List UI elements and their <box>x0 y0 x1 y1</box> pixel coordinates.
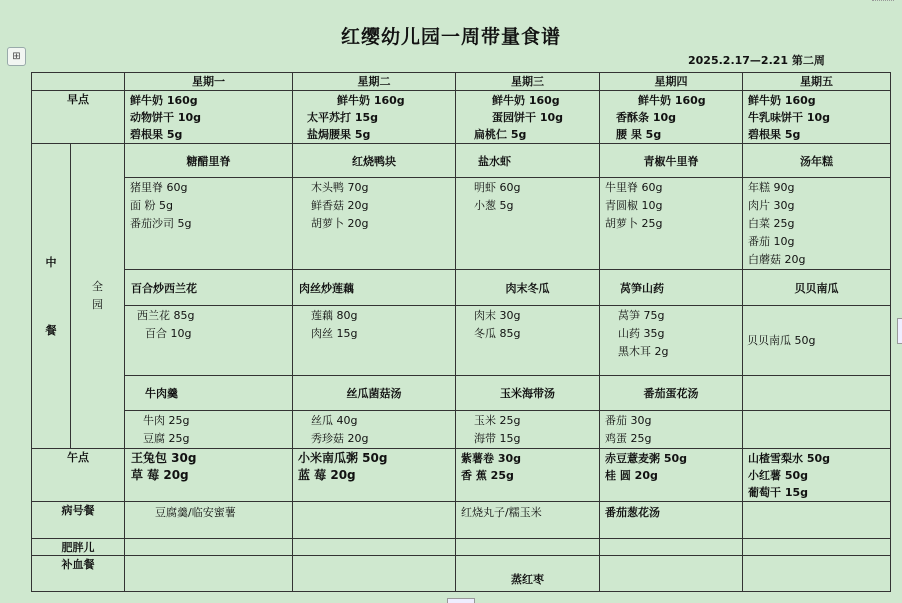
ingredient: 胡萝卜 25g <box>605 217 663 230</box>
dish-name: 牛肉羹 <box>125 376 293 411</box>
sick-meal-label: 病号餐 <box>32 502 125 539</box>
anemia-cell <box>125 556 293 592</box>
ingredient: 肉末 30g <box>474 309 521 322</box>
ingredients-cell <box>456 411 600 449</box>
snack-label: 午点 <box>32 449 125 502</box>
sick-meal-cell <box>293 502 456 539</box>
anemia-cell: 蒸红枣 <box>456 556 600 592</box>
ingredients-cell <box>125 178 293 270</box>
dish-name: 糖醋里脊 <box>125 144 293 178</box>
scroll-handle-bottom[interactable] <box>447 598 475 603</box>
whole-school-label <box>71 144 125 449</box>
date-range: 2025.2.17—2.21 第二周 <box>688 54 825 67</box>
snack-cell <box>600 449 743 502</box>
sick-meal-cell: 番茄葱花汤 <box>600 502 743 539</box>
dish-name: 青椒牛里脊 <box>600 144 743 178</box>
ingredients-cell <box>743 178 891 270</box>
ingredient: 贝贝南瓜 50g <box>747 334 816 347</box>
day-header: 星期五 <box>743 73 891 91</box>
ingredients-cell <box>743 306 891 376</box>
ingredient: 白蘑菇 20g <box>748 253 806 266</box>
item: 碧根果 5g <box>130 128 183 141</box>
ingredient: 白菜 25g <box>748 217 795 230</box>
lunch-ingredients-row-2 <box>32 306 891 376</box>
item: 扁桃仁 5g <box>474 128 527 141</box>
ingredient: 莲藕 80g <box>311 309 358 322</box>
breakfast-label: 早点 <box>32 91 125 144</box>
dish-name: 贝贝南瓜 <box>743 270 891 306</box>
breakfast-cell <box>293 91 456 144</box>
ingredients-cell <box>600 411 743 449</box>
dish-name: 丝瓜菌菇汤 <box>293 376 456 411</box>
ingredient: 黑木耳 2g <box>618 345 669 358</box>
scroll-handle-right[interactable] <box>897 318 902 344</box>
dish-name: 肉丝炒莲藕 <box>293 270 456 306</box>
item: 葡萄干 15g <box>748 486 809 499</box>
lunch-label <box>32 144 71 449</box>
ingredient: 肉片 30g <box>748 199 795 212</box>
item: 小米南瓜粥 50g <box>298 451 388 465</box>
lunch-dish-row-1 <box>32 144 891 178</box>
item: 草 莓 20g <box>131 468 189 482</box>
ingredient: 面 粉 5g <box>130 199 173 212</box>
snack-row <box>32 449 891 502</box>
ingredient: 百合 10g <box>145 327 192 340</box>
empty-cell <box>743 539 891 556</box>
empty-cell <box>125 539 293 556</box>
item: 山楂雪梨水 50g <box>748 452 831 465</box>
ingredient: 玉米 25g <box>474 414 521 427</box>
breakfast-cell <box>456 91 600 144</box>
ingredient: 胡萝卜 20g <box>311 217 369 230</box>
dish-name: 盐水虾 <box>456 144 600 178</box>
dish-name <box>743 376 891 411</box>
anemia-cell <box>743 556 891 592</box>
ingredients-cell <box>743 411 891 449</box>
ingredients-cell <box>456 178 600 270</box>
menu-table <box>31 72 891 592</box>
item: 鲜牛奶 160g <box>638 94 706 107</box>
whole-school-label-b: 园 <box>92 298 103 311</box>
lunch-ingredients-row-1 <box>32 178 891 270</box>
ingredient: 豆腐 25g <box>143 432 190 445</box>
ingredients-cell <box>293 178 456 270</box>
obese-label: 肥胖儿 <box>32 539 125 556</box>
item: 香 蕉 25g <box>461 469 514 482</box>
ingredients-cell <box>600 306 743 376</box>
item: 鲜牛奶 160g <box>130 94 198 107</box>
sick-meal-row <box>32 502 891 539</box>
day-header: 星期二 <box>293 73 456 91</box>
breakfast-cell <box>600 91 743 144</box>
item: 桂 圆 20g <box>605 469 658 482</box>
item: 鲜牛奶 160g <box>748 94 816 107</box>
ingredients-cell <box>125 306 293 376</box>
sick-meal-cell: 红烧丸子/糯玉米 <box>456 502 600 539</box>
ingredient: 肉丝 15g <box>311 327 358 340</box>
breakfast-cell <box>743 91 891 144</box>
ingredient: 明虾 60g <box>474 181 521 194</box>
item: 盐焗腰果 5g <box>307 128 371 141</box>
snack-cell <box>293 449 456 502</box>
item: 紫薯卷 30g <box>461 452 522 465</box>
item: 牛乳味饼干 10g <box>748 111 831 124</box>
breakfast-row <box>32 91 891 144</box>
ingredient: 西兰花 85g <box>137 309 195 322</box>
day-header: 星期四 <box>600 73 743 91</box>
dish-name: 玉米海带汤 <box>456 376 600 411</box>
ingredients-cell <box>600 178 743 270</box>
empty-cell <box>456 539 600 556</box>
lunch-dish-row-2 <box>32 270 891 306</box>
item: 腰 果 5g <box>616 128 662 141</box>
sick-meal-cell <box>743 502 891 539</box>
lunch-label-b: 餐 <box>45 324 57 337</box>
item: 王兔包 30g <box>131 451 197 465</box>
ingredient: 丝瓜 40g <box>311 414 358 427</box>
lunch-dish-row-3 <box>32 376 891 411</box>
dish-name: 红烧鸭块 <box>293 144 456 178</box>
item: 碧根果 5g <box>748 128 801 141</box>
ingredient: 番茄 10g <box>748 235 795 248</box>
item: 蛋园饼干 10g <box>492 111 564 124</box>
ingredient: 海带 15g <box>474 432 521 445</box>
dish-name: 汤年糕 <box>743 144 891 178</box>
page-corner-marker <box>872 0 894 1</box>
ingredient: 青圆椒 10g <box>605 199 663 212</box>
ingredient: 木头鸭 70g <box>311 181 369 194</box>
whole-school-label-a: 全 <box>92 280 103 293</box>
lunch-ingredients-row-3 <box>32 411 891 449</box>
dish-name: 百合炒西兰花 <box>125 270 293 306</box>
ingredients-cell <box>293 411 456 449</box>
ingredients-cell <box>293 306 456 376</box>
snack-cell <box>125 449 293 502</box>
ingredient: 番茄沙司 5g <box>130 217 192 230</box>
dish-name: 番茄蛋花汤 <box>600 376 743 411</box>
snack-cell <box>456 449 600 502</box>
item: 香酥条 10g <box>616 111 677 124</box>
snack-cell <box>743 449 891 502</box>
ingredient: 牛肉 25g <box>143 414 190 427</box>
ingredient: 山药 35g <box>618 327 665 340</box>
corner-cell <box>32 73 125 91</box>
table-move-handle-icon[interactable]: ⊞ <box>7 47 26 66</box>
anemia-label: 补血餐 <box>32 556 125 592</box>
ingredient: 莴笋 75g <box>618 309 665 322</box>
sick-meal-cell: 豆腐羹/临安蜜薯 <box>125 502 293 539</box>
ingredient: 牛里脊 60g <box>605 181 663 194</box>
item: 小红薯 50g <box>748 469 809 482</box>
item: 太平苏打 15g <box>307 111 379 124</box>
ingredient: 鲜香菇 20g <box>311 199 369 212</box>
ingredient: 冬瓜 85g <box>474 327 521 340</box>
dish-name: 莴笋山药 <box>600 270 743 306</box>
anemia-cell <box>293 556 456 592</box>
ingredient: 猪里脊 60g <box>130 181 188 194</box>
item: 鲜牛奶 160g <box>337 94 405 107</box>
empty-cell <box>293 539 456 556</box>
day-header: 星期一 <box>125 73 293 91</box>
item: 赤豆薏麦粥 50g <box>605 452 688 465</box>
dish-name: 肉末冬瓜 <box>456 270 600 306</box>
ingredients-cell <box>456 306 600 376</box>
item: 鲜牛奶 160g <box>492 94 560 107</box>
obese-row <box>32 539 891 556</box>
ingredient: 小葱 5g <box>474 199 514 212</box>
ingredient: 鸡蛋 25g <box>605 432 652 445</box>
ingredient: 年糕 90g <box>748 181 795 194</box>
header-row <box>32 73 891 91</box>
page-title: 红缨幼儿园一周带量食谱 <box>340 26 561 48</box>
anemia-row <box>32 556 891 592</box>
ingredients-cell <box>125 411 293 449</box>
day-header: 星期三 <box>456 73 600 91</box>
breakfast-cell <box>125 91 293 144</box>
item: 蓝 莓 20g <box>298 468 356 482</box>
anemia-cell <box>600 556 743 592</box>
ingredient: 秀珍菇 20g <box>311 432 369 445</box>
item: 动物饼干 10g <box>130 111 202 124</box>
lunch-label-a: 中 <box>45 256 57 269</box>
empty-cell <box>600 539 743 556</box>
ingredient: 番茄 30g <box>605 414 652 427</box>
